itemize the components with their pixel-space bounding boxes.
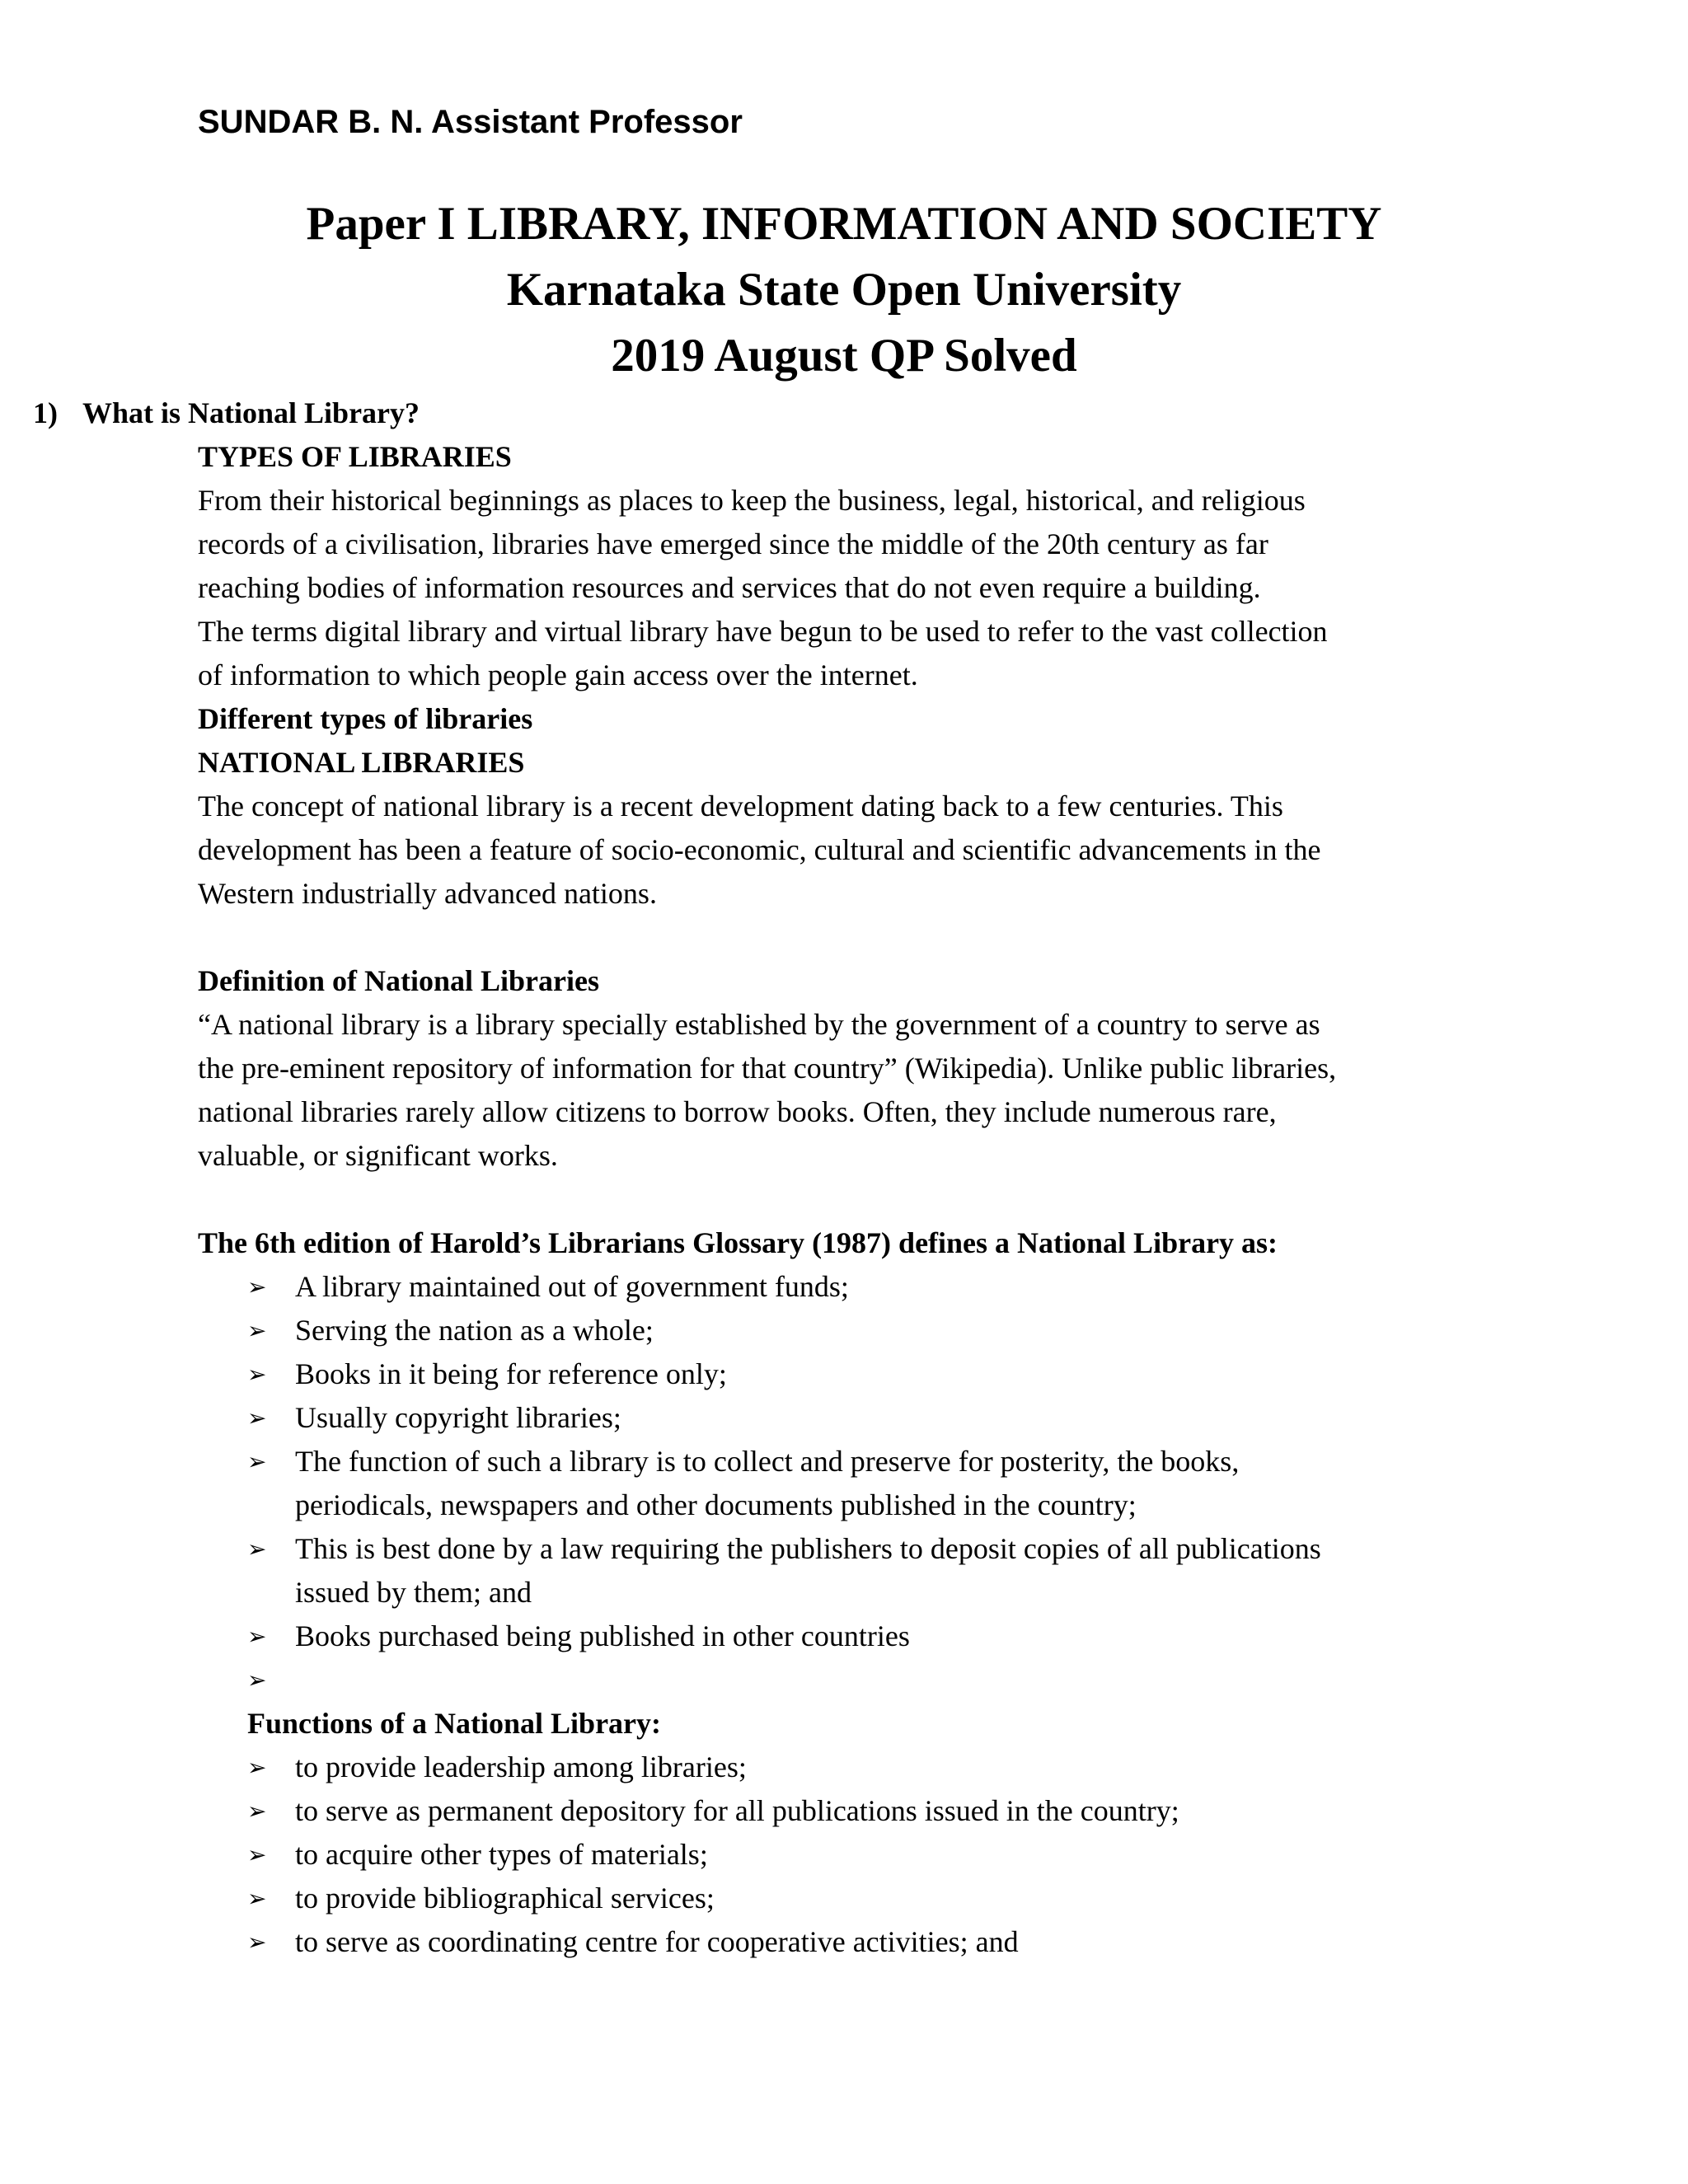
different-types-heading: Different types of libraries [198,702,533,735]
list-item [247,1789,1484,1833]
national-line: development has been a feature of socio-economic, cultural and scientific advancements in the [198,833,1321,866]
list-item-text: Usually copyright libraries; [295,1401,621,1434]
list-item-text: Books purchased being published in other countries [295,1619,910,1652]
types-line: reaching bodies of information resources and services that do not even require a building. [198,571,1261,604]
document-body [0,391,1688,1964]
author-line: SUNDAR B. N. Assistant Professor [198,104,743,140]
list-item-text: Serving the nation as a whole; [295,1314,654,1347]
answer-body [198,435,1484,1964]
paragraph-spacer [198,916,1484,959]
list-item [247,1658,1484,1702]
national-line: Western industrially advanced nations. [198,877,657,910]
definition-line: “A national library is a library specially established by the government of a country to serve as [198,1008,1320,1041]
definition-line: national libraries rarely allow citizens to borrow books. Often, they include numerous rare, [198,1095,1277,1128]
definition-heading: Definition of National Libraries [198,964,599,997]
list-item [247,1746,1484,1789]
arrow-bullet-icon: ➢ [247,1885,267,1912]
list-item [247,1833,1484,1877]
arrow-bullet-icon: ➢ [247,1404,267,1432]
list-item [247,1920,1484,1964]
title-line-university: Karnataka State Open University [506,264,1182,316]
list-item-text: Books in it being for reference only; [295,1357,727,1390]
title-line-qp: 2019 August QP Solved [611,330,1077,382]
arrow-bullet-icon: ➢ [247,1797,267,1825]
arrow-bullet-icon: ➢ [247,1666,267,1694]
arrow-bullet-icon: ➢ [247,1361,267,1388]
document-title [0,191,1688,389]
definition-line: valuable, or significant works. [198,1139,558,1172]
functions-bullet-list [247,1746,1484,1964]
harrod-bullet-list [247,1265,1484,1702]
list-item-text: to serve as coordinating centre for cooperative activities; and [295,1925,1019,1958]
title-line-paper: Paper I LIBRARY, INFORMATION AND SOCIETY [306,198,1382,250]
types-line: records of a civilisation, libraries have emerged since the middle of the 20th century as far [198,527,1268,560]
functions-heading: Functions of a National Library: [247,1707,662,1740]
harrod-heading: The 6th edition of Harold’s Librarians Glossary (1987) defines a National Library as: [198,1226,1278,1259]
arrow-bullet-icon: ➢ [247,1535,267,1563]
list-item-text: A library maintained out of government funds; [295,1270,849,1303]
question-number: 1) [33,396,58,429]
definition-line: the pre-eminent repository of information for that country” (Wikipedia). Unlike public libraries, [198,1052,1337,1085]
national-libraries-heading: NATIONAL LIBRARIES [198,746,525,779]
arrow-bullet-icon: ➢ [247,1623,267,1650]
list-item-text: to provide leadership among libraries; [295,1750,747,1783]
list-item-text: The function of such a library is to collect and preserve for posterity, the books, [295,1445,1240,1478]
types-line: From their historical beginnings as places to keep the business, legal, historical, and religious [198,484,1306,517]
list-item-text: to acquire other types of materials; [295,1838,708,1871]
list-item-text: to serve as permanent depository for all publications issued in the country; [295,1794,1179,1827]
list-item [247,1265,1484,1309]
types-heading: TYPES OF LIBRARIES [198,440,512,473]
arrow-bullet-icon: ➢ [247,1754,267,1781]
national-line: The concept of national library is a recent development dating back to a few centuries. This [198,790,1283,823]
list-item [247,1309,1484,1352]
list-item-text: to provide bibliographical services; [295,1882,715,1915]
list-item-text [295,1658,1484,1702]
arrow-bullet-icon: ➢ [247,1317,267,1344]
arrow-bullet-icon: ➢ [247,1448,267,1475]
arrow-bullet-icon: ➢ [247,1273,267,1301]
paragraph-spacer [198,1178,1484,1221]
list-item [247,1352,1484,1396]
types-line: The terms digital library and virtual library have begun to be used to refer to the vast collection [198,615,1328,648]
question-text: What is National Library? [82,396,420,429]
arrow-bullet-icon: ➢ [247,1841,267,1868]
list-item [247,1440,1484,1527]
list-item [247,1877,1484,1920]
arrow-bullet-icon: ➢ [247,1929,267,1956]
list-item-text: This is best done by a law requiring the publishers to deposit copies of all publications [295,1532,1321,1565]
types-line: of information to which people gain access over the internet. [198,658,918,691]
list-item [247,1396,1484,1440]
question-row [0,391,1688,435]
list-item-text: periodicals, newspapers and other documents published in the country; [295,1488,1137,1521]
list-item-text: issued by them; and [295,1576,532,1609]
list-item [247,1615,1484,1658]
list-item [247,1527,1484,1615]
